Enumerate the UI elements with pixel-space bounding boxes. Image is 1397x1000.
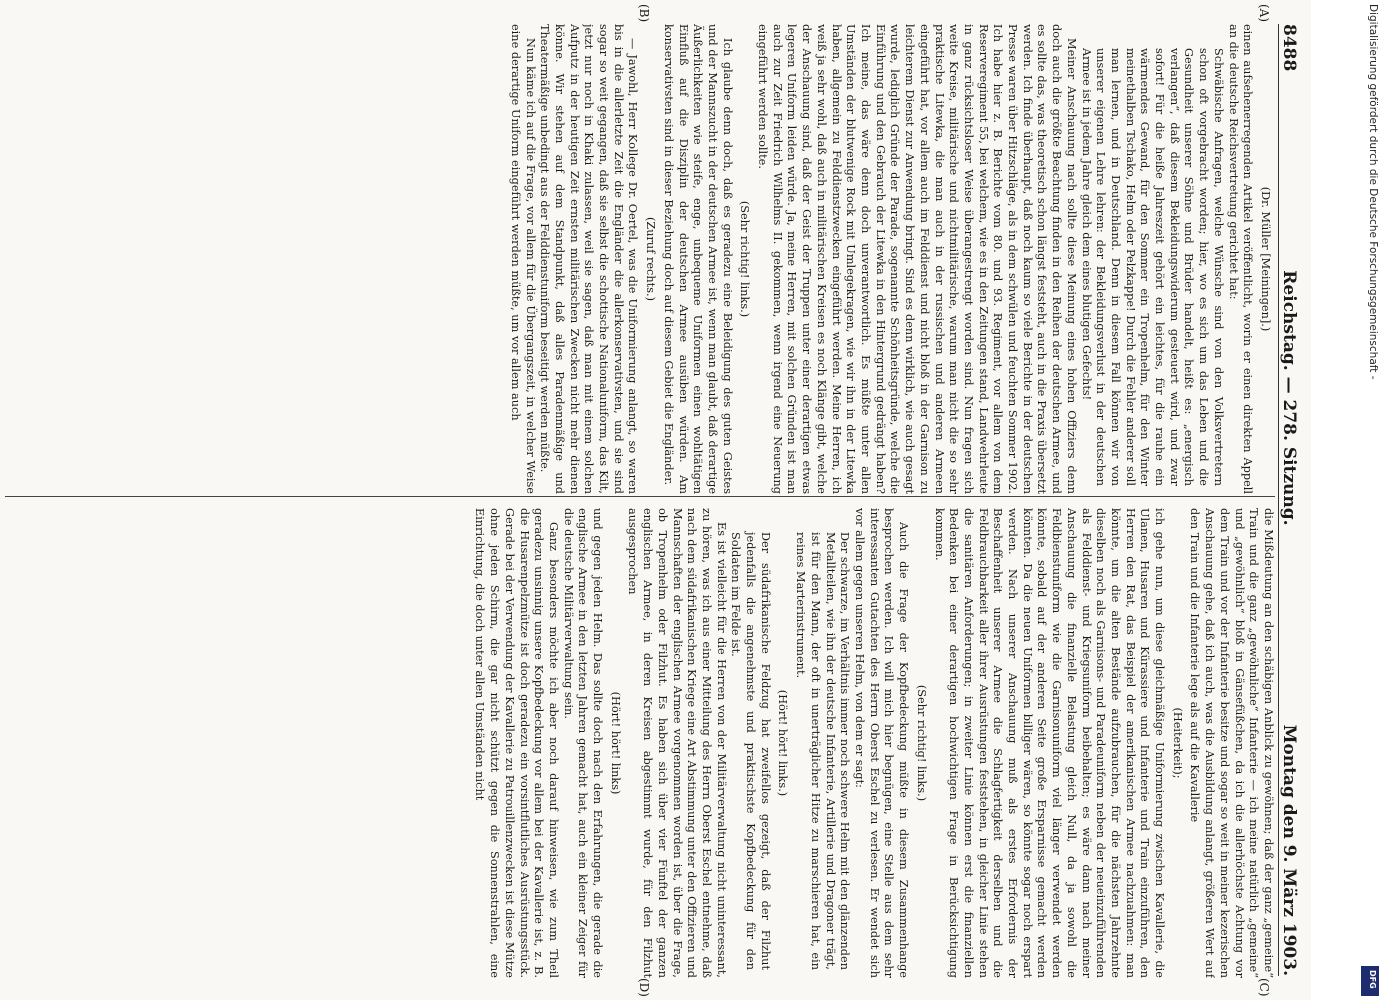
interjection: (Sehr richtig! links.) <box>738 200 752 318</box>
paragraph: einen aufsehenerregenden Artikel veröffentlicht, worin er einen direkten Appell an die deutsche Reichsvertretung gerichtet hat: <box>1226 24 1255 494</box>
paragraph: ich gehe nun, um diese gleichmäßige Uniformierung zwischen Kavallerie, die Ulanen, Husaren und Kürassiere und Infanterie und Train einzuführen, den Herren den Rat, das Beispiel der amerikanischen Armee nachzuahmen: man könnte, um die alten Bestände aufzubrauchen, für die nächsten Jahrzehnte dieselben noch als Garnisons- und Paradeuniform neben der neueinzuführenden als Felddienst- und Kriegsuniform beibehalten; es wäre dann nach meiner Anschauung die finanzielle Belastung gleich Null, da ja sowohl die Feldbienstuniform wie die Garnisonuniform viel länger verwendet werden könnte, sobald auf der anderen Seite große Ersparnisse gemacht werden könnten. Da die neuen Uniformen billiger wären, so könnte sogar noch erspart werden. Nach unserer Anschauung muß als erstes Erfordernis der Beschaffenheit unserer Armee die Schlagfertigkeit derselben und die Feldbrauchbarkeit aller ihrer Ausrüstungen feststehen, in gleicher Linie stehen die sanitären Anforderungen; in zweiter Linie können erst die finanziellen Bedenken bei einer derartigen hochwichtigen Frage in Berücksichtigung kommen. <box>932 508 1167 978</box>
paragraph: — Jawohl, Herr Kollege Dr. Oertel, was die Uniformierung anlangt, so waren bis in die allerletzte Zeit die Engländer die allerkonservativsten, und sie sind sogar so weit gegangen, daß sie selbst die schottische Nationaluniform, das Kilt, jetzt nur noch in Khaki zulassen, weil sie sagen, daß man mit einem solchen Aufputz in der heutigen Zeit ernsten militärischen Zwecken nicht mehr dienen könne. Wir stehen auf dem Standpunkt, daß alles Paradenmäßige und Theatermäßige unbedingt aus der Felddienstuniform beseitigt werden müßte. <box>538 24 640 494</box>
paragraph: und gegen jeden Helm. Das sollte doch nach den Erfahrungen, die gerade die englische Armee in den letzten Jahren gemacht hat, auch ein kleiner Zeiger für die deutsche Militärverwaltung sein. <box>561 508 605 978</box>
paragraph: Ganz besonders möchte ich aber noch darauf hinweisen, wie zum Theil geradezu unsinnig unsere Kopfbedeckung vor allem bei der Kavallerie ist, z. B. die Husarenpelzmütze ist doch geradezu ein vorsintflutliches Ausrüstungsstück. Gerade bei der Verwendung der Kavallerie zu Patrouillenzwecken ist diese Mütze ohne jeden Schirm, die gar nicht schützt gegen die Sonnenstrahlen, eine Einrichtung, die doch unter allen Umständen nicht <box>473 508 560 978</box>
dfg-logo-text: DFG <box>1368 970 1377 989</box>
margin-marker-b: (B) <box>637 4 651 23</box>
interjection: (Hört! hört! links.) <box>776 689 790 797</box>
left-column <box>5 24 1275 494</box>
interjection: (Sehr richtig! links.) <box>914 684 928 802</box>
speaker-line: (Dr. Müller [Meiningen].) <box>1259 186 1272 332</box>
digitization-credit: Digitalisierung gefördert durch die Deutsche Forschungsgemeinschaft - <box>1367 4 1379 380</box>
dfg-logo <box>1361 966 1379 996</box>
right-column <box>5 508 1275 978</box>
paragraph: Auch die Frage der Kopfbedeckung müßte in diesem Zusammenhange besprochen werden. Ich will mich hier begnügen, eine Stelle aus dem sehr interessanten Gutachten des Herrn Oberst Eschel zu verlesen. Er wendet sich vor allem gegen unseren Helm, von dem er sagt: <box>853 508 911 978</box>
quote-paragraph: Schwäbische Anfragen, welche Wünsche sind von den Volksvertretern schon oft vorgebracht worden; hier, wo es sich um das Leben und die Gesundheit unserer Söhne und Brüder handelt, heißt es: „energisch verlangen“, daß diesem Bekleidungswiderum gesteuert wird, und zwar sofort! Für die heiße Jahreszeit gehört ein leichtes, für die rauhe ein wärmendes Gewand, für den Sommer ein Tropenhelm, für den Winter meinethalben Tschako, Helm oder Pelzkappe! Durch die Fehler anderer soll man lernen, und in Deutschland. Denn in diesem Fall können wir von unserer eigenen Lehre lehren: der Bekleidungsverlust in der deutschen Armee ist in jedem Jahre gleich dem eines blutigen Gefechts! <box>1079 48 1225 486</box>
interjection: (Hört! hört! links) <box>608 691 622 795</box>
session-date: Montag den 9. März 1903. <box>1279 724 1299 976</box>
paragraph: Meiner Anschauung nach sollte diese Meinung eines hohen Offiziers denn doch auch die größte Beachtung finden in den Reihen der deutschen Armee, und es sollte das, was theoretisch schon längst feststeht, auch in die Praxis übersetzt werden. Ich finde überhaupt, daß noch kaum so viele Berichte in der deutschen Presse waren über Hitzschläge, als in dem schwülen und feuchten Sommer 1902. Ich habe hier z. B. Berichte vom 80. und 93. Regiment, vor allem von dem Reserveregiment 55, bei welchem, wie es in den Zeitungen stand, Landwehrleute in ganz rücksichtsloser Weise überangestrengt worden sind. Nun fragen sich weite Kreise, militärische und nichtmilitärische, warum man nicht die so sehr praktische Litewka, die man auch in der russischen und anderen Armeen eingeführt hat, vor allem auch im Felddienst und nicht bloß in der Garnison zu leichterem Dienst zur Anwendung bringt. Sind es denn wirklich, wie auch gesagt wurde, lediglich Gründe der Parade, sogenannte Schönheitsgründe, welche die Einführung und den Gebrauch der Litewka in den Hintergrund gedrängt haben? Ich meine, das wäre denn doch unverantwortlich. Es müßte unter allen Umständen der blutwenige Rock mit Umlegekragen, wie wir ihn in der Litewka haben, allgemein zu Felddienstzwecken eingeführt werden. Meine Herren, ich weiß ja sehr wohl, daß auch in militärischen Kreisen es noch Klänge gibt, welche der Anschauung sind, daß der Geist der Truppen unter einer derartigen etwas legeren Uniform leiden würde. Ja, meine Herren, mit solchen Gründen ist man auch zur Zeit Friedrich Wilhelms II. gekommen, wenn irgend eine Neuerung eingeführt werden sollte. <box>756 24 1078 494</box>
interjection: (Heiterkeit); <box>1170 707 1184 779</box>
paragraph: Ich glaube denn doch, daß es geradezu eine Beleidigung des guten Geistes und der Mannszucht in der deutschen Armee ist, wenn man glaubt, daß derartige Äußerlichkeiten wie steife, enge, unbequeme Uniformen einen wohltätigen Einfluß auf die Disziplin der deutschen Armee ausüben würden. Am konservativsten sind in dieser Beziehung doch auf diesem Gebiet die Engländer. <box>661 24 734 494</box>
paragraph: Nun käme ich auf die Frage, vor allem für die Übergangszeit, in welcher Weise eine derartige Uniform eingeführt werden müßte, um vor allem auch <box>508 24 537 494</box>
quote-paragraph: Der südafrikanische Feldzug hat zweifellos gezeigt, daß der Filzhut jedenfalls die angenehmste und praktischste Kopfbedeckung für den Soldaten im Felde ist. <box>729 532 772 970</box>
column-divider <box>5 496 1275 497</box>
margin-marker-c: (C) <box>1257 978 1271 997</box>
page-header <box>1278 24 1305 976</box>
paragraph: Es ist vielleicht für die Herren von der Militärverwaltung nicht uninteressant, zu hören, was ich aus einer Mitteilung des Herrn Oberst Eschel entnehme, daß nach dem südafrikanischen Kriege eine Art Abstimmung unter den Offizieren und Mannschaften der englischen Armee vorgenommen worden ist, über die Frage, ob Tropenhelm oder Filzhut. Es haben sich über vier Fünftel der ganzen englischen Armee, in deren Kreisen abgestimmt wurde, für den Filzhut ausgesprochen <box>626 508 728 978</box>
margin-marker-a: (A) <box>1257 4 1271 23</box>
page-number: 8488 <box>1279 24 1299 72</box>
margin-marker-d: (D) <box>637 978 651 997</box>
interjection: (Zuruf rechts.) <box>644 216 658 301</box>
paragraph: die Mißdeutung an den schäbigen Anblick zu gewöhnen; daß der ganz „gemeine“ Train und die ganz „gewöhnliche“ Infanterie — ich meine natürlich „gemeine“ und „gewöhnlich“ bloß in Gänsefüßchen, da ich die allerhöchste Achtung vor dem Train und vor der Infanterie besitze und sogar so weit in meiner kezerischen Anschauung gehe, daß ich auch, was die Ausbildung anlangt, größeren Wert auf den Train und die Infanterie lege als auf die Kavallerie <box>1188 508 1275 978</box>
session-title: Reichstag. — 278. Sitzung. <box>1279 270 1299 526</box>
quote-paragraph: Der schwarze, im Verhältnis immer noch schwere Helm mit den glänzenden Metallteilen, wie ihn der deutsche Infanterie, Artillerie und Dragoner trägt, ist für den Mann, der oft in unerträglicher Hitze zu marschieren hat, ein reines Marterinstrument. <box>794 532 852 970</box>
